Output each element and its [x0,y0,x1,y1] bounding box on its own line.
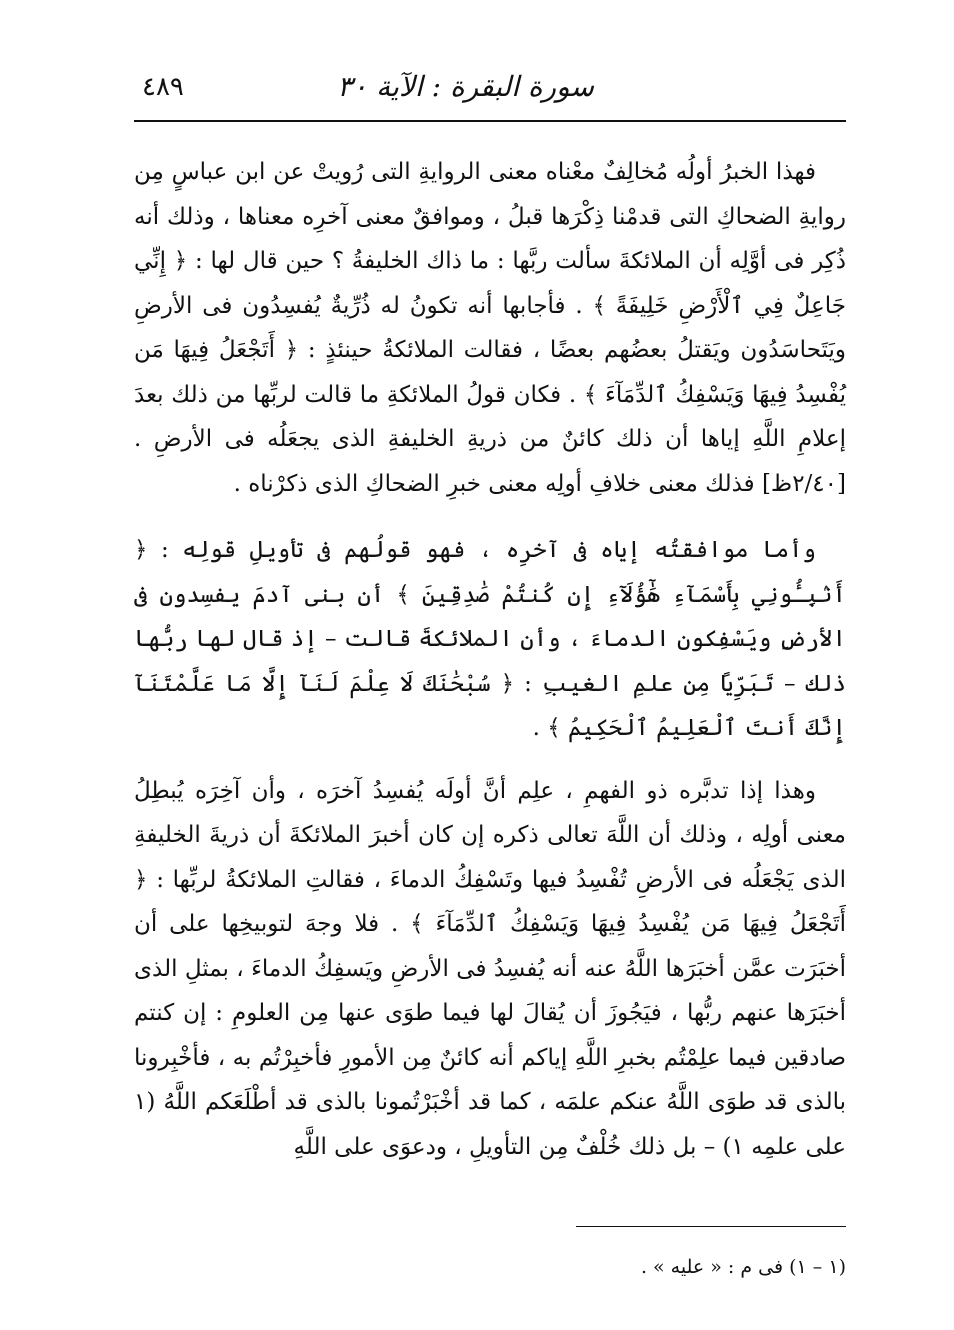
paragraph-2: وأما موافقتُه إياه فى آخرِه ، فهو قولُهم فى تأويلِ قولِه : ﴿ أَنۢبِـُٔونِي بِأَسْمَآءِ هَٰٓؤُلَآءِ إِن كُنتُمْ صَٰدِقِينَ ﴾ أن بنى آدمَ يفسِدون فى الأرضِ ويَسْفِكون الدماءَ ، وأن الملائكةَ قالت – إذ قال لها ربُّها ذلك – تَبَرِّيًا مِن علمِ الغيبِ : ﴿ سُبْحَٰنَكَ لَا عِلْمَ لَنَآ إِلَّا مَا عَلَّمْتَنَآ إِنَّكَ أَنتَ ٱلْعَلِيمُ ٱلْحَكِيمُ ﴾ . [134,537,846,741]
paragraph-1: فهذا الخبرُ أولُه مُخالِفٌ معْناه معنى الروايةِ التى رُويتْ عن ابن عباسٍ مِن روايةِ الضحاكِ التى قدمْنا ذِكْرَها قبلُ ، وموافقٌ معنى آخرِه معناها ، وذلك أنه ذُكِر فى أوَّلِه أن الملائكةَ سألت ربَّها : ما ذاك الخليفةُ ؟ حين قال لها : ﴿ إِنِّي جَاعِلٌ فِي ٱلْأَرْضِ خَلِيفَةً ﴾ . فأجابها أنه تكونُ له ذُرِّيةٌ يُفسِدُون فى الأرضِ ويَتَحاسَدُون ويَقتلُ بعضُهم بعضًا ، فقالت الملائكةُ حينئذٍ : ﴿ أَتَجْعَلُ فِيهَا مَن يُفْسِدُ فِيهَا وَيَسْفِكُ ٱلدِّمَآءَ ﴾ . فكان قولُ الملائكةِ ما قالت لربِّها من ذلك بعدَ إعلامِ اللَّهِ إياها أن ذلك كائنٌ من ذريةِ الخليفةِ الذى يجعَلُه فى الأرضِ . [٢/٤٠ظ] فذلك معنى خلافِ أولِه معنى خبرِ الضحاكِ الذى ذكرْناه . [134,159,846,497]
body-text [134,150,846,1169]
footnote: (١ – ١) فى م : « عليه » . [640,1256,846,1278]
running-title: سورة البقرة : الآية ٣٠ [337,70,594,103]
page-number: ٤٨٩ [142,72,184,102]
paragraph-3: وهذا إذا تدبَّره ذو الفهمِ ، علِم أنَّ أولَه يُفسِدُ آخرَه ، وأن آخِرَه يُبطِلُ معنى أولِه ، وذلك أن اللَّهَ تعالى ذكره إن كان أخبرَ الملائكةَ أن ذريةَ الخليفةِ الذى يَجْعَلُه فى الأرضِ تُفْسِدُ فيها وتَسْفِكُ الدماءَ ، فقالتِ الملائكةُ لربِّها : ﴿ أَتَجْعَلُ فِيهَا مَن يُفْسِدُ فِيهَا وَيَسْفِكُ ٱلدِّمَآءَ ﴾ . فلا وجهَ لتوبيخِها على أن أخبَرَت عمَّن أخبَرَها اللَّهُ عنه أنه يُفسِدُ فى الأرضِ ويَسفِكُ الدماءَ ، بمثلِ الذى أخبَرَها عنهم ربُّها ، فيَجُوزَ أن يُقالَ لها فيما طوَى عنها مِن العلومِ : إن كنتم صادقين فيما علِمْتُم بخبرِ اللَّهِ إياكم أنه كائنٌ مِن الأمورِ فأخبِرْتُم به ، فأخْبِرونا بالذى قد طوَى اللَّهُ عنكم علمَه ، كما قد أخْبَرْتُمونا بالذى قد أطْلَعَكم اللَّهُ (١ على علمِه ١) – بل ذلك خُلْفٌ مِن التأويلِ ، ودعوَى على اللَّهِ [134,777,846,1160]
page-header [134,64,846,122]
header-rule [134,120,846,122]
footnote-rule [576,1226,846,1227]
